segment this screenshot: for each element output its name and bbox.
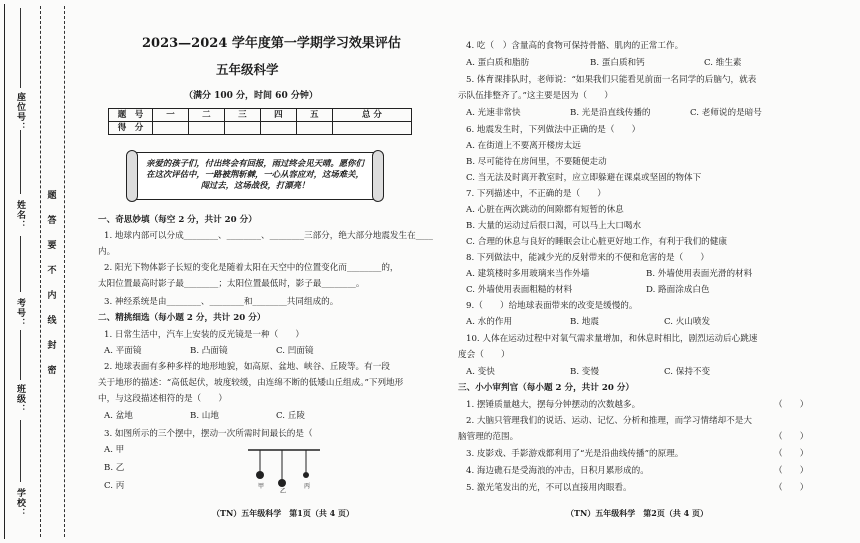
choice-option[interactable]: A. 盆地 [104,411,133,421]
choice-question-7: 7. 下列描述中，不正确的是（ ） [466,189,606,199]
choice-question-2: 2. 地球表面有多种多样的地形地貌，如高原、盆地、峡谷、丘陵等。有一段 [104,362,390,372]
choice-option[interactable]: C. 当无法及时离开教室时，应立即躲避在课桌或坚固的物体下 [466,173,702,183]
page-2-footer: （TN）五年级科学 第2页（共 4 页） [566,508,708,518]
pendulum-bob-bing [303,472,309,478]
choice-question-5: 5. 体育课排队时，老师说：“如果我们只能看见前面一名同学的后脑勺，就表 [466,75,757,85]
answer-bracket[interactable]: （ ） [774,432,809,442]
choice-option[interactable]: B. 大量的运动过后很口渴，可以马上大口喝水 [466,221,642,231]
fill-question-1-cont: 内。 [98,247,116,257]
seal-char: 要 [47,241,57,251]
pendulum-label-bing: 丙 [304,483,311,490]
choice-option[interactable]: C. 保持不变 [664,367,711,377]
choice-option[interactable]: C. 火山喷发 [664,317,711,327]
page-2 [458,0,828,543]
pendulum-diagram [244,448,324,493]
choice-question-9: 9.（ ）给地球表面带来的改变是缓慢的。 [466,301,638,311]
choice-option[interactable]: C. 丘陵 [276,411,305,421]
choice-option[interactable]: C. 丙 [104,481,125,491]
score-row-label: 得 分 [109,122,153,135]
choice-option[interactable]: D. 路面涂成白色 [646,285,710,295]
class-label: 班级： [15,384,25,414]
choice-option[interactable]: B. 变慢 [570,367,599,377]
margin-outer-rule [4,4,5,539]
choice-option[interactable]: C. 老师说的是暗号 [690,108,762,118]
pendulum-bob-jia [256,471,264,479]
name-label: 姓名： [15,200,25,230]
exam-title: 2023—2024 学年度第一学期学习效果评估 [142,36,401,51]
judge-question-1: 1. 摆锤质量越大，摆每分钟摆动的次数越多。 [466,400,641,410]
choice-question-2-cont: 关于地形的描述：“高低起伏，坡度较缓，由连绵不断的低矮山丘组成。”下列地形 [98,378,404,388]
choice-option[interactable]: C. 维生素 [704,58,742,68]
answer-bracket[interactable]: （ ） [774,466,809,476]
score-header-cell: 题 号 [109,109,153,122]
seal-char: 密 [47,366,57,376]
score-header-cell: 五 [296,109,332,122]
binding-margin [0,0,78,543]
choice-option[interactable]: C. 凹面镜 [276,346,314,356]
seat-number-blank[interactable] [20,8,21,88]
choice-option[interactable]: B. 凸面镜 [190,346,228,356]
seal-char: 封 [47,341,57,351]
class-blank[interactable] [20,330,21,380]
choice-question-6: 6. 地震发生时，下列做法中正确的是（ ） [466,125,641,135]
fill-question-2-cont: 太阳位置最高时影子最________；太阳位置最低时，影子最________。 [98,279,365,289]
choice-option[interactable]: A. 在街道上不要离开楼房太远 [466,141,581,151]
pendulum-label-jia: 甲 [258,483,265,490]
seal-dashed-line [40,6,41,537]
school-blank[interactable] [20,420,21,482]
choice-question-5-cont: 示队伍排整齐了。”这主要是因为（ ） [458,91,613,101]
choice-question-10-cont: 度会（ ） [458,350,510,360]
choice-option[interactable]: B. 尽可能待在房间里，不要随便走动 [466,157,607,167]
judge-question-3: 3. 皮影戏、手影游戏都利用了“光是沿曲线传播”的原理。 [466,449,684,459]
score-header-cell: 四 [260,109,296,122]
choice-option[interactable]: A. 蛋白质和脂肪 [466,58,530,68]
name-blank[interactable] [20,130,21,194]
pendulum-bob-yi [278,479,286,487]
section-2-heading: 二、精挑细选（每小题 2 分，共计 20 分） [98,313,266,323]
choice-option[interactable]: C. 合理的休息与良好的睡眠会让心脏更好地工作，有利于我们的健康 [466,237,727,247]
seal-char: 不 [47,266,57,276]
judge-question-2: 2. 大脑只管理我们的说话、运动、记忆、分析和推理，而学习情绪却不是大 [466,416,752,426]
choice-option[interactable]: B. 地震 [570,317,599,327]
exam-subject: 五年级科学 [216,62,279,77]
seal-char: 内 [47,291,57,301]
seal-char: 答 [47,216,57,226]
choice-question-2-cont: 中，与这段描述相符的是（ ） [98,394,227,404]
choice-option[interactable]: A. 变快 [466,367,495,377]
choice-question-3: 3. 如图所示的三个摆中，摆动一次所需时间最长的是（ [104,429,313,439]
choice-question-4: 4. 吃（ ）含量高的食物可保持骨骼、肌肉的正常工作。 [466,41,684,51]
judge-question-4: 4. 海边礁石是受海浪的冲击，日积月累形成的。 [466,466,649,476]
choice-option[interactable]: A. 水的作用 [466,317,513,327]
choice-option[interactable]: B. 外墙使用表面光滑的材料 [646,269,753,279]
seal-warning-text [46,190,58,390]
section-1-heading: 一、奇思妙填（每空 2 分，共计 20 分） [98,215,257,225]
choice-option[interactable]: C. 外墙使用表面粗糙的材料 [466,285,573,295]
school-label: 学校： [15,488,25,518]
choice-option[interactable]: B. 山地 [190,411,219,421]
fill-question-1: 1. 地球内部可以分成________、________、________三部分，绝大部分地震发生在____ [104,231,433,241]
judge-question-2-cont: 脑管理的范围。 [458,432,519,442]
page-1-footer: （TN）五年级科学 第1页（共 4 页） [212,508,354,518]
score-header-cell: 三 [224,109,260,122]
answer-bracket[interactable]: （ ） [774,483,809,493]
exam-info: （满分 100 分，时间 60 分钟） [184,91,318,101]
seal-char: 线 [47,316,57,326]
score-header-cell: 二 [188,109,224,122]
exam-number-blank[interactable] [20,236,21,292]
choice-option[interactable]: A. 光速非常快 [466,108,521,118]
choice-option[interactable]: A. 平面镜 [104,346,142,356]
seat-number-label: 座位号： [15,92,25,132]
exam-number-label: 考号： [15,298,25,328]
choice-option[interactable]: B. 乙 [104,463,125,473]
choice-option[interactable]: B. 光是沿直线传播的 [570,108,651,118]
choice-question-8: 8. 下列做法中，能减少光的反射带来的不便和危害的是（ ） [466,253,709,263]
encouragement-message: 亲爱的孩子们，付出终会有回报，雨过终会见天晴。愿你们在这次评估中，一路被荆斩棘，一心从容应对，这场难关，闯过去，这场战役，打漂亮！ [146,158,364,190]
pendulum-label-yi: 乙 [280,488,287,493]
fill-question-3: 3. 神经系统是由________、________和________共同组成的。 [104,297,339,307]
seal-char: 题 [47,191,57,201]
choice-option[interactable]: A. 建筑楼时多用玻璃来当作外墙 [466,269,590,279]
judge-question-5: 5. 激光笔发出的光，不可以直接用肉眼看。 [466,483,632,493]
score-header-cell: 一 [153,109,189,122]
fill-question-2: 2. 阳光下物体影子长短的变化是随着太阳在天空中的位置变化而________的， [104,263,399,273]
answer-bracket[interactable]: （ ） [774,449,809,459]
choice-question-10: 10. 人体在运动过程中对氧气需求量增加，和休息时相比，剧烈运动后心跳速 [466,334,758,344]
choice-option[interactable]: A. 心脏在两次跳动的间隙都有短暂的休息 [466,205,624,215]
section-3-heading: 三、小小审判官（每小题 2 分，共计 20 分） [458,383,635,393]
choice-option[interactable]: A. 甲 [104,445,125,455]
answer-bracket[interactable]: （ ） [774,400,809,410]
choice-question-1: 1. 日常生活中，汽车上安装的反光镜是一种（ ） [104,330,304,340]
score-header-cell: 总 分 [332,109,411,122]
choice-option[interactable]: B. 蛋白质和钙 [590,58,645,68]
seal-dashed-line-inner [64,6,65,537]
